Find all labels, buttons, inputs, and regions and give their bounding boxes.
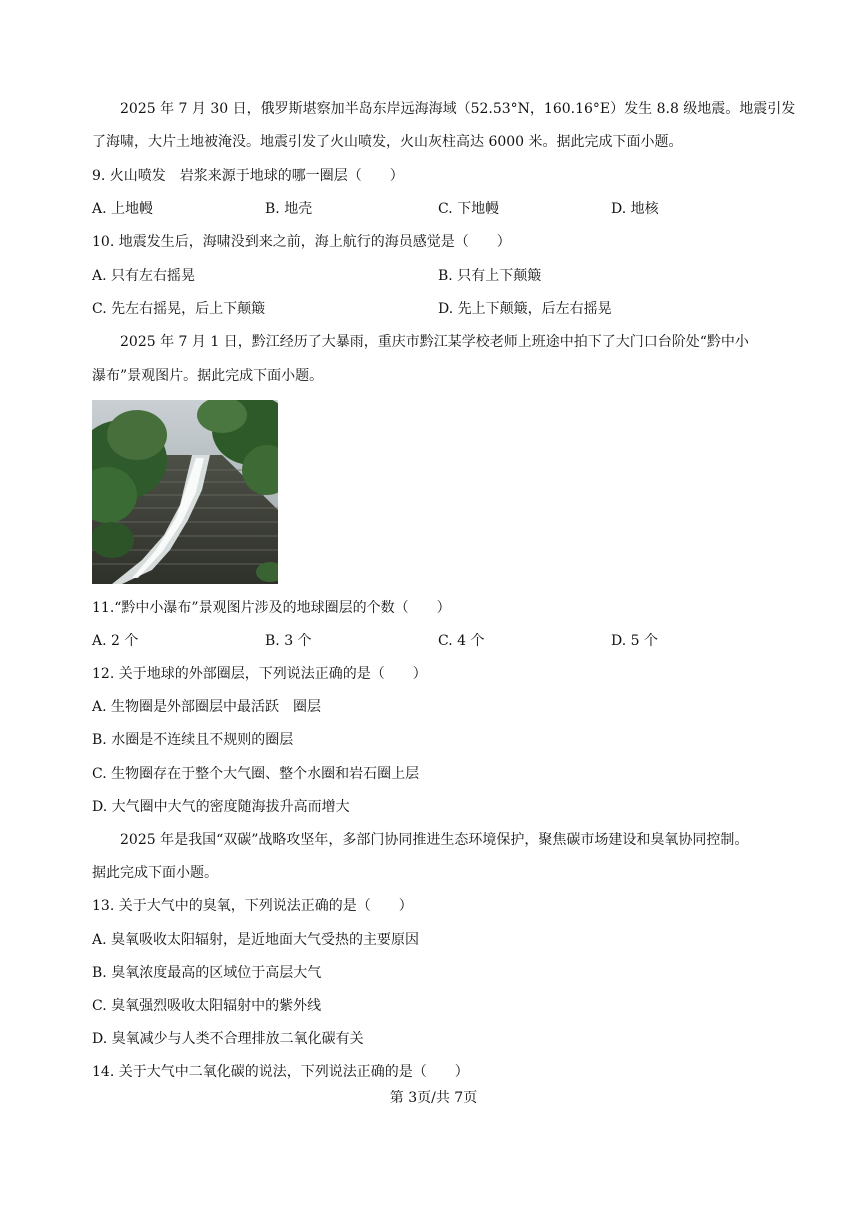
page-footer: 第 3页/共 7页 <box>389 1090 478 1106</box>
q9-stem: 9. 火山喷发 岩浆来源于地球的哪一圈层（ ） <box>92 168 404 184</box>
passage1-line2: 了海啸，大片土地被淹没。地震引发了火山喷发，火山灰柱高达 6000 米。据此完成下面小题。 <box>92 134 683 150</box>
q14-stem: 14. 关于大气中二氧化碳的说法，下列说法正确的是（ ） <box>92 1064 469 1080</box>
q11-option-a: A. 2 个 <box>92 633 139 649</box>
q13-option-c: C. 臭氧强烈吸收太阳辐射中的紫外线 <box>92 998 322 1014</box>
q9-option-a: A. 上地幔 <box>92 201 154 217</box>
q11-stem: 11.“黔中小瀑布”景观图片涉及的地球圈层的个数（ ） <box>92 600 451 616</box>
passage3-line2: 据此完成下面小题。 <box>92 865 218 881</box>
q12-option-b: B. 水圈是不连续且不规则的圈层 <box>92 732 294 748</box>
q11-option-c: C. 4 个 <box>438 633 485 649</box>
q9-option-b: B. 地壳 <box>265 201 313 217</box>
waterfall-stairs-photo <box>92 400 278 584</box>
q13-option-a: A. 臭氧吸收太阳辐射，是近地面大气受热的主要原因 <box>92 932 420 948</box>
q12-option-d: D. 大气圈中大气的密度随海拔升高而增大 <box>92 799 350 815</box>
q13-option-b: B. 臭氧浓度最高的区域位于高层大气 <box>92 965 322 981</box>
q10-option-d: D. 先上下颠簸，后左右摇晃 <box>438 301 612 317</box>
q10-option-b: B. 只有上下颠簸 <box>438 268 542 284</box>
q9-option-c: C. 下地幔 <box>438 201 500 217</box>
passage3-line1: 2025 年是我国“双碳”战略攻坚年，多部门协同推进生态环境保护，聚焦碳市场建设和臭氧协同控制。 <box>120 832 749 848</box>
passage1-line1: 2025 年 7 月 30 日，俄罗斯堪察加半岛东岸远海海域（52.53°N，160.16°E）发生 8.8 级地震。地震引发 <box>120 101 796 117</box>
q10-stem: 10. 地震发生后，海啸没到来之前，海上航行的海员感觉是（ ） <box>92 234 511 250</box>
q12-option-c: C. 生物圈存在于整个大气圈、整个水圈和岩石圈上层 <box>92 766 420 782</box>
q10-option-c: C. 先左右摇晃，后上下颠簸 <box>92 301 266 317</box>
q12-stem: 12. 关于地球的外部圈层，下列说法正确的是（ ） <box>92 666 427 682</box>
q13-stem: 13. 关于大气中的臭氧，下列说法正确的是（ ） <box>92 898 413 914</box>
q9-option-d: D. 地核 <box>611 201 659 217</box>
passage2-line2: 瀑布”景观图片。据此完成下面小题。 <box>92 368 324 384</box>
q10-option-a: A. 只有左右摇晃 <box>92 268 196 284</box>
q11-option-b: B. 3 个 <box>265 633 312 649</box>
q11-option-d: D. 5 个 <box>611 633 658 649</box>
q13-option-d: D. 臭氧减少与人类不合理排放二氧化碳有关 <box>92 1031 364 1047</box>
q12-option-a: A. 生物圈是外部圈层中最活跃 圈层 <box>92 699 322 715</box>
passage2-line1: 2025 年 7 月 1 日，黔江经历了大暴雨，重庆市黔江某学校老师上班途中拍下了大门口台阶处“黔中小 <box>120 334 749 350</box>
